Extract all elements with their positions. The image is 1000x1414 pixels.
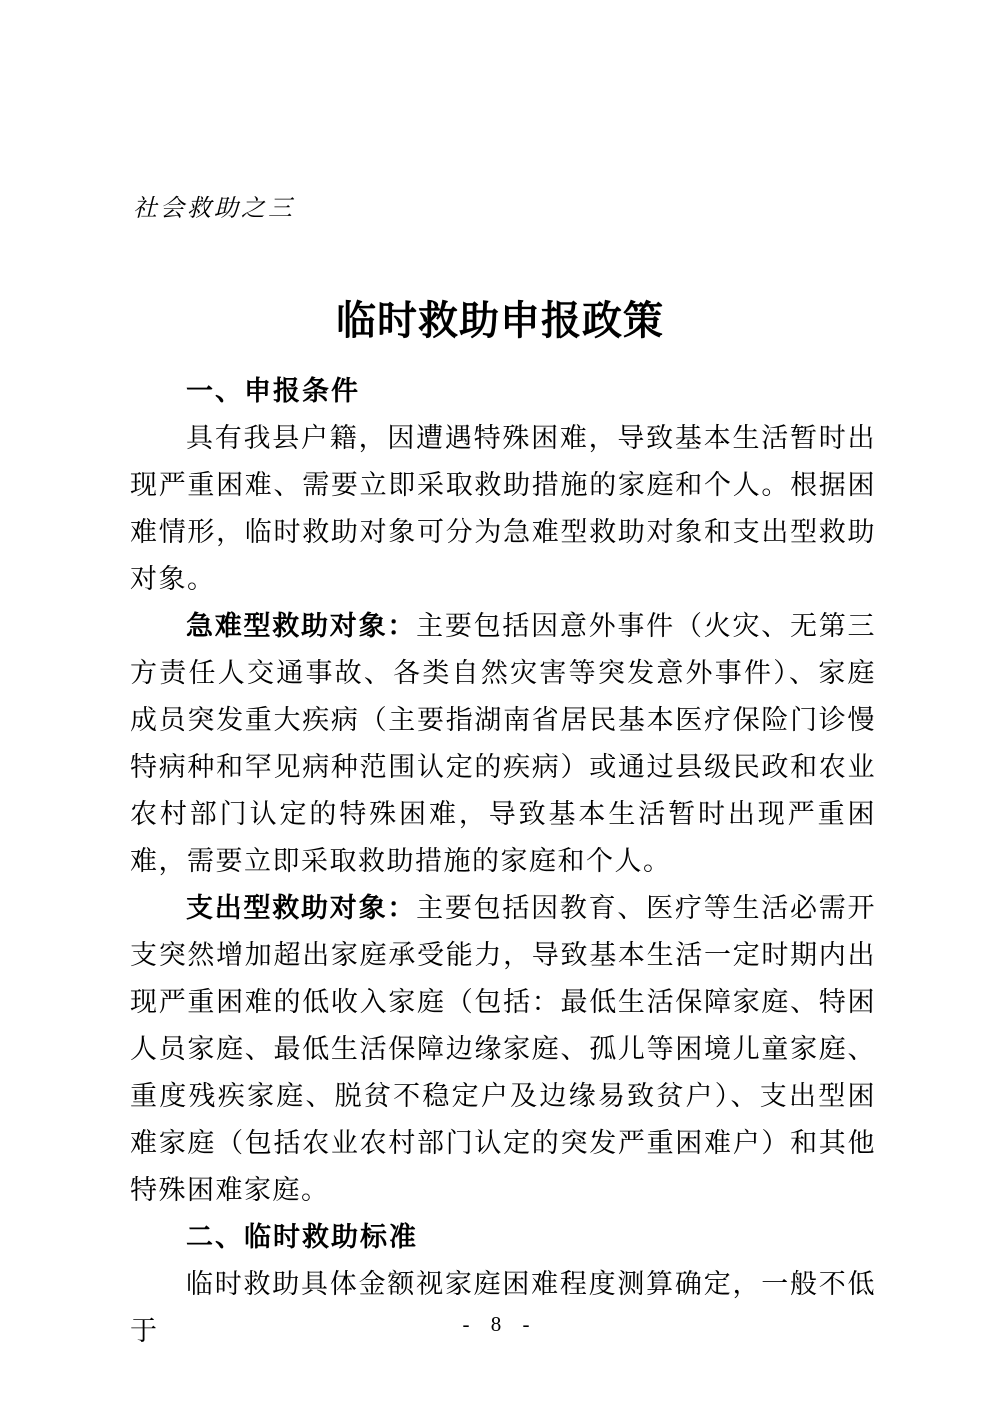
paragraph	[130, 1261, 876, 1355]
paragraph-text: 临时救助具体金额视家庭困难程度测算确定，一般不低于	[130, 1269, 876, 1346]
page-number: - 8 -	[462, 1312, 538, 1336]
paragraph-text: 主要包括因教育、医疗等生活必需开支突然增加超出家庭承受能力，导致基本生活一定时期内出现严重困难的低收入家庭（包括：最低生活保障家庭、特困人员家庭、最低生活保障边缘家庭、孤儿等困境儿童家庭、重度残疾家庭、脱贫不稳定户及边缘易致贫户）、支出型困难家庭（包括农业农村部门认定的突发严重困难户）和其他特殊困难家庭。	[130, 893, 877, 1205]
paragraph-text: 具有我县户籍，因遭遇特殊困难，导致基本生活暂时出现严重困难、需要立即采取救助措施的家庭和个人。根据困难情形，临时救助对象可分为急难型救助对象和支出型救助对象。	[130, 423, 876, 594]
paragraph	[130, 415, 876, 603]
document-title: 临时救助申报政策	[336, 297, 664, 343]
section-heading: 二、临时救助标准	[186, 1222, 418, 1252]
section-heading: 一、申报条件	[186, 376, 360, 406]
document-series-label: 社会救助之三	[133, 196, 295, 222]
paragraph-lead: 支出型救助对象：	[186, 893, 417, 923]
paragraph	[130, 885, 876, 1214]
document-body	[130, 368, 876, 1355]
paragraph	[130, 603, 876, 885]
paragraph-text: 主要包括因意外事件（火灾、无第三方责任人交通事故、各类自然灾害等突发意外事件）、家庭成员突发重大疾病（主要指湖南省居民基本医疗保险门诊慢特病种和罕见病种范围认定的疾病）或通过县级民政和农业农村部门认定的特殊困难，导致基本生活暂时出现严重困难，需要立即采取救助措施的家庭和个人。	[130, 611, 877, 876]
paragraph-lead: 急难型救助对象：	[186, 611, 417, 641]
